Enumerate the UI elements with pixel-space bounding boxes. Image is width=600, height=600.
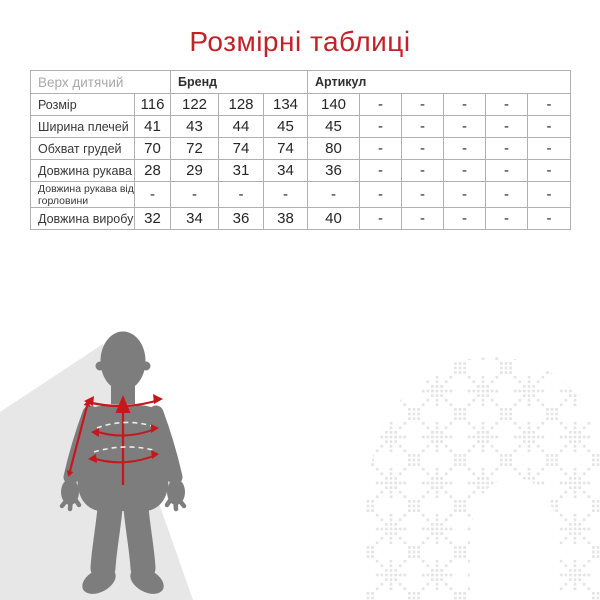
value-cell: 70 xyxy=(135,138,171,160)
value-cell: 122 xyxy=(171,94,219,116)
value-cell: - xyxy=(444,208,486,230)
value-cell: - xyxy=(360,138,402,160)
value-cell: - xyxy=(171,182,219,208)
value-cell: - xyxy=(444,116,486,138)
value-cell: - xyxy=(444,138,486,160)
table-header-row xyxy=(31,71,571,94)
value-cell: - xyxy=(528,116,571,138)
table-row xyxy=(31,138,571,160)
value-cell: - xyxy=(360,94,402,116)
value-cell: 43 xyxy=(171,116,219,138)
value-cell: 36 xyxy=(219,208,264,230)
value-cell: - xyxy=(135,182,171,208)
value-cell: 29 xyxy=(171,160,219,182)
value-cell: - xyxy=(486,94,528,116)
embroidery-pattern-arch xyxy=(366,357,600,600)
value-cell: - xyxy=(402,116,444,138)
table-row xyxy=(31,182,571,208)
row-label: Ширина плечей xyxy=(31,116,135,138)
value-cell: - xyxy=(528,208,571,230)
value-cell: - xyxy=(402,94,444,116)
value-cell: - xyxy=(486,208,528,230)
value-cell: - xyxy=(308,182,360,208)
row-label: Довжина рукава від горловини xyxy=(31,182,135,208)
value-cell: - xyxy=(486,116,528,138)
row-label: Розмір xyxy=(31,94,135,116)
value-cell: 32 xyxy=(135,208,171,230)
value-cell: 45 xyxy=(308,116,360,138)
value-cell: 34 xyxy=(171,208,219,230)
value-cell: - xyxy=(486,160,528,182)
row-label: Довжина виробу xyxy=(31,208,135,230)
value-cell: 80 xyxy=(308,138,360,160)
header-category: Верх дитячий xyxy=(31,71,171,94)
value-cell: - xyxy=(444,182,486,208)
value-cell: 34 xyxy=(264,160,308,182)
table-row xyxy=(31,160,571,182)
value-cell: - xyxy=(444,94,486,116)
value-cell: - xyxy=(402,208,444,230)
value-cell: 134 xyxy=(264,94,308,116)
row-label: Обхват грудей xyxy=(31,138,135,160)
page-title: Розмірні таблиці xyxy=(189,26,411,57)
value-cell: 44 xyxy=(219,116,264,138)
size-table xyxy=(30,70,571,230)
value-cell: - xyxy=(360,160,402,182)
value-cell: - xyxy=(219,182,264,208)
size-table-body xyxy=(31,94,571,230)
value-cell: - xyxy=(444,160,486,182)
value-cell: - xyxy=(264,182,308,208)
value-cell: 140 xyxy=(308,94,360,116)
value-cell: 128 xyxy=(219,94,264,116)
table-row xyxy=(31,208,571,230)
value-cell: - xyxy=(486,182,528,208)
header-article: Артикул xyxy=(308,71,571,94)
value-cell: - xyxy=(528,182,571,208)
value-cell: - xyxy=(402,182,444,208)
value-cell: 74 xyxy=(264,138,308,160)
value-cell: 72 xyxy=(171,138,219,160)
value-cell: 31 xyxy=(219,160,264,182)
value-cell: - xyxy=(360,116,402,138)
value-cell: - xyxy=(402,138,444,160)
value-cell: 38 xyxy=(264,208,308,230)
value-cell: 36 xyxy=(308,160,360,182)
value-cell: 40 xyxy=(308,208,360,230)
table-row xyxy=(31,116,571,138)
table-row xyxy=(31,94,571,116)
value-cell: - xyxy=(528,94,571,116)
value-cell: - xyxy=(486,138,528,160)
value-cell: - xyxy=(528,160,571,182)
header-brand: Бренд xyxy=(171,71,308,94)
value-cell: - xyxy=(360,182,402,208)
value-cell: - xyxy=(402,160,444,182)
row-label: Довжина рукава xyxy=(31,160,135,182)
value-cell: - xyxy=(360,208,402,230)
value-cell: - xyxy=(528,138,571,160)
value-cell: 28 xyxy=(135,160,171,182)
value-cell: 45 xyxy=(264,116,308,138)
value-cell: 74 xyxy=(219,138,264,160)
value-cell: 116 xyxy=(135,94,171,116)
value-cell: 41 xyxy=(135,116,171,138)
